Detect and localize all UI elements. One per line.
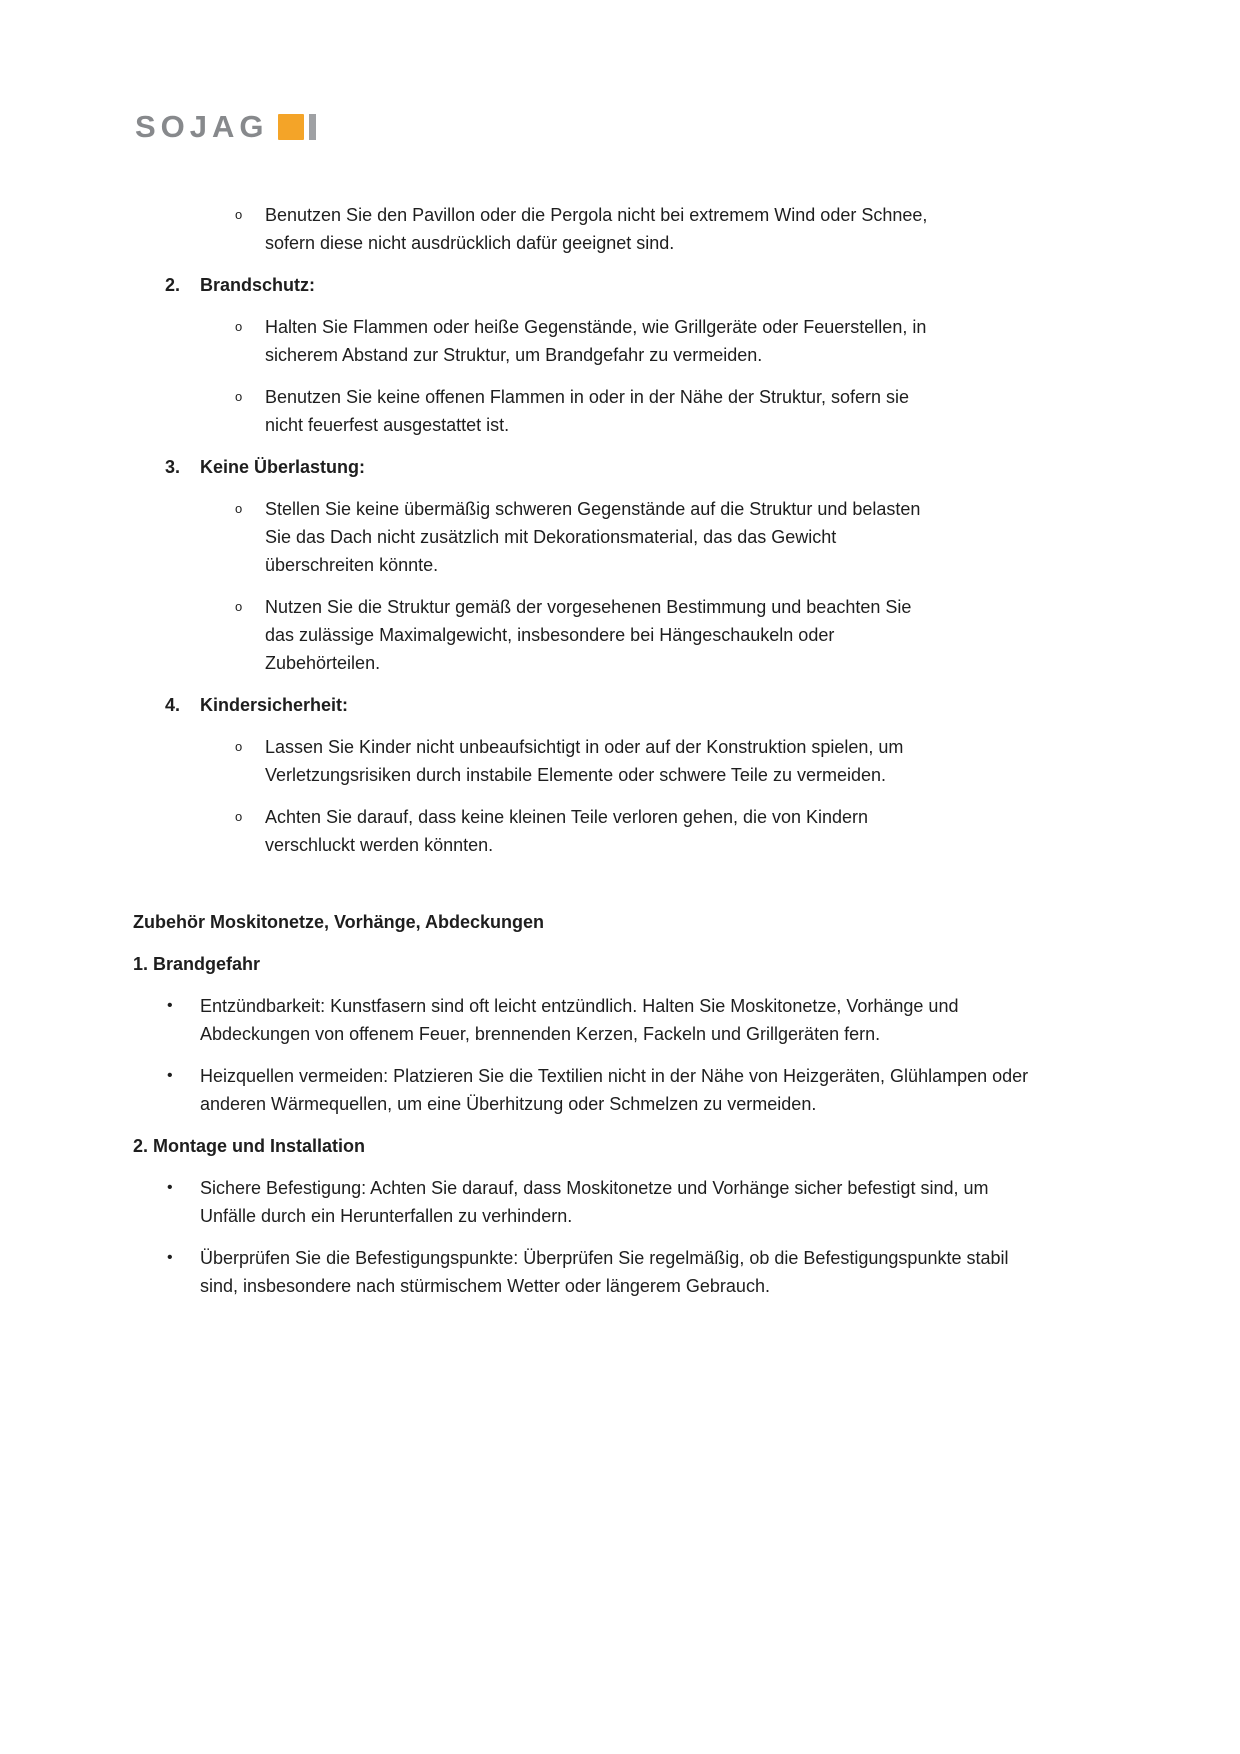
sub-bullet-item: [133, 383, 1108, 439]
sub-bullet-item: [133, 803, 1108, 859]
subsection-heading: 1. Brandgefahr: [133, 954, 261, 974]
document-content: [133, 201, 1108, 1314]
bullet-text: Nutzen Sie die Struktur gemäß der vorgesehenen Bestimmung und beachten Sie das zulässige Maximalgewicht, insbesondere bei Hängeschaukeln oder Zubehörteilen.: [265, 597, 912, 673]
bullet-text: Benutzen Sie den Pavillon oder die Pergola nicht bei extremem Wind oder Schnee, sofern diese nicht ausdrücklich dafür geeignet sind.: [265, 205, 928, 253]
sub-bullet-item: [133, 495, 1108, 579]
circle-bullet-marker: o: [235, 599, 243, 614]
bullet-text: Stellen Sie keine übermäßig schweren Gegenstände auf die Struktur und belasten Sie das Dach nicht zusätzlich mit Dekorationsmaterial, das das Gewicht überschreiten könnte.: [265, 499, 921, 575]
brand-logo-text: SOJAG: [135, 109, 269, 144]
bullet-text: Achten Sie darauf, dass keine kleinen Teile verloren gehen, die von Kindern verschluckt werden könnten.: [265, 807, 869, 855]
circle-bullet-marker: o: [235, 739, 243, 754]
bullet-text: Heizquellen vermeiden: Platzieren Sie die Textilien nicht in der Nähe von Heizgeräten, Glühlampen oder anderen Wärmequellen, um eine Überhitzung oder Schmelzen zu vermeiden.: [200, 1066, 1029, 1114]
numbered-heading: [133, 271, 1108, 299]
heading-number: 3.: [165, 457, 181, 477]
heading-text: Brandschutz:: [200, 275, 316, 295]
circle-bullet-marker: o: [235, 501, 243, 516]
circle-bullet-marker: o: [235, 207, 243, 222]
bullet-text: Benutzen Sie keine offenen Flammen in oder in der Nähe der Struktur, sofern sie nicht feuerfest ausgestattet ist.: [265, 387, 910, 435]
disc-bullet-marker: •: [167, 1179, 173, 1196]
circle-bullet-marker: o: [235, 319, 243, 334]
bullet-text: Entzündbarkeit: Kunstfasern sind oft leicht entzündlich. Halten Sie Moskitonetze, Vorhänge und Abdeckungen von offenem Feuer, brennenden Kerzen, Fackeln und Grillgeräten fern.: [200, 996, 959, 1044]
circle-bullet-marker: o: [235, 389, 243, 404]
sub-bullet-item: [133, 313, 1108, 369]
section-heading: Zubehör Moskitonetze, Vorhänge, Abdeckungen: [133, 912, 545, 932]
bullet-text: Sichere Befestigung: Achten Sie darauf, dass Moskitonetze und Vorhänge sicher befestigt sind, um Unfälle durch ein Herunterfallen zu verhindern.: [200, 1178, 989, 1226]
bullet-text: Überprüfen Sie die Befestigungspunkte: Überprüfen Sie regelmäßig, ob die Befestigungspunkte stabil sind, insbesondere nach stürmischem Wetter oder längerem Gebrauch.: [200, 1248, 1009, 1296]
disc-bullet-item: [133, 1062, 1108, 1118]
numbered-heading: [133, 691, 1108, 719]
numbered-heading: [133, 453, 1108, 481]
subsection-heading: 2. Montage und Installation: [133, 1136, 366, 1156]
section-gap: [133, 873, 1108, 908]
disc-bullet-marker: •: [167, 997, 173, 1014]
brand-logo-bar-icon: [309, 114, 316, 140]
sub-bullet-item: [133, 201, 1108, 257]
bullet-text: Lassen Sie Kinder nicht unbeaufsichtigt in oder auf der Konstruktion spielen, um Verletzungsrisiken durch instabile Elemente oder schwere Teile zu vermeiden.: [265, 737, 904, 785]
brand-logo: [135, 111, 316, 143]
disc-bullet-item: [133, 1174, 1108, 1230]
heading-text: Keine Überlastung:: [200, 457, 366, 477]
sub-bullet-item: [133, 733, 1108, 789]
disc-bullet-marker: •: [167, 1249, 173, 1266]
circle-bullet-marker: o: [235, 809, 243, 824]
disc-bullet-item: [133, 992, 1108, 1048]
brand-logo-orange-square-icon: [278, 114, 304, 140]
bullet-text: Halten Sie Flammen oder heiße Gegenstände, wie Grillgeräte oder Feuerstellen, in sicherem Abstand zur Struktur, um Brandgefahr zu vermeiden.: [265, 317, 927, 365]
heading-number: 2.: [165, 275, 181, 295]
heading-text: Kindersicherheit:: [200, 695, 349, 715]
disc-bullet-marker: •: [167, 1067, 173, 1084]
heading-number: 4.: [165, 695, 181, 715]
disc-bullet-item: [133, 1244, 1108, 1300]
sub-bullet-item: [133, 593, 1108, 677]
